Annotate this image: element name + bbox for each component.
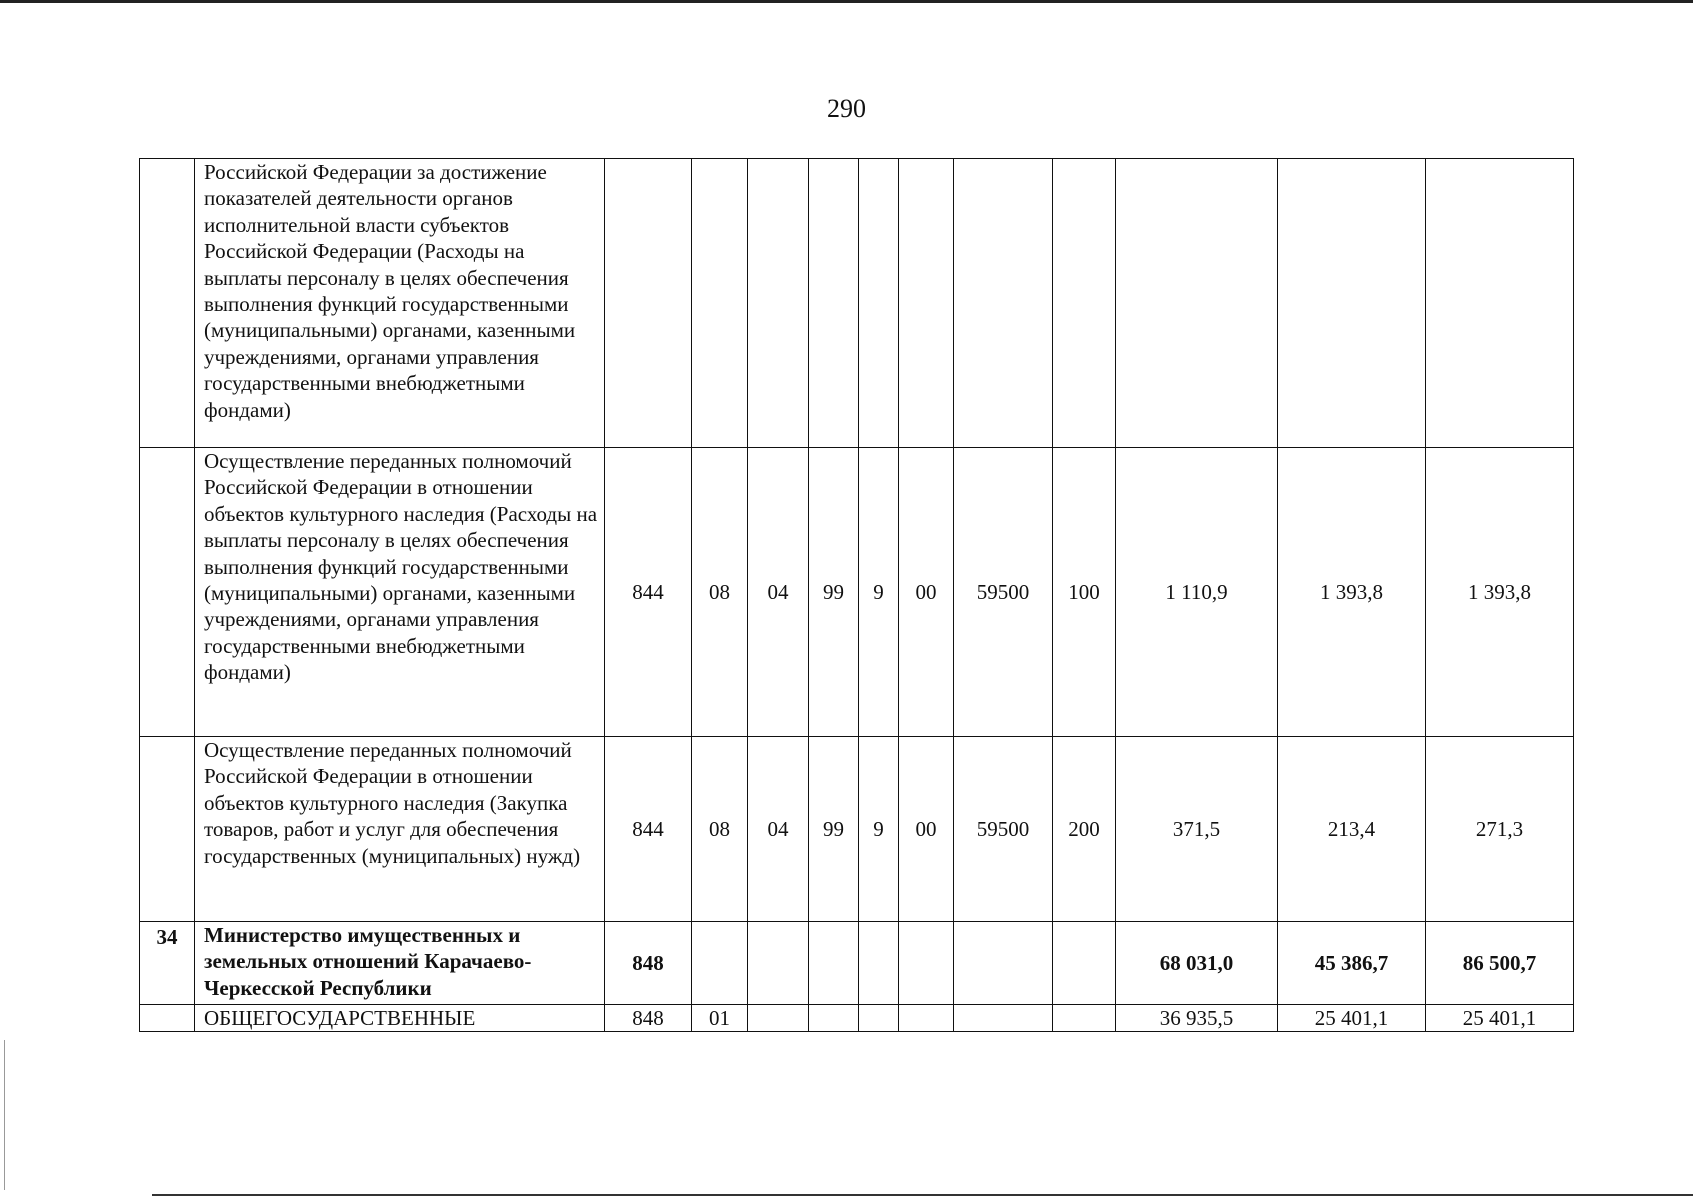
- subprogram-code: [859, 159, 899, 448]
- direction-code: [954, 159, 1053, 448]
- row-name: Осуществление переданных полномочий Российской Федерации в отношении объектов культурного наследия (Закупка товаров, работ и услуг для обеспечения государственных (муниципальных) нужд): [195, 737, 605, 922]
- amount-2: 25 401,1: [1278, 1005, 1426, 1032]
- row-name: Российской Федерации за достижение показателей деятельности органов исполнительной власти субъектов Российской Федерации (Расходы на выплаты персоналу в целях обеспечения выполнения функций государственными (муниципальными) органами, казенными учреждениями, органами управления государственными внебюджетными фондами): [195, 159, 605, 448]
- expense-type-code: [1053, 159, 1116, 448]
- section-code: 08: [692, 737, 748, 922]
- row-name: Осуществление переданных полномочий Российской Федерации в отношении объектов культурного наследия (Расходы на выплаты персоналу в целях обеспечения выполнения функций государственными (муниципальными) органами, казенными учреждениями, органами управления государственными внебюджетными фондами): [195, 448, 605, 737]
- program-code: [809, 1005, 859, 1032]
- subprogram-code: 9: [859, 448, 899, 737]
- program-code: 99: [809, 448, 859, 737]
- main-event-code: [899, 922, 954, 1005]
- main-event-code: 00: [899, 448, 954, 737]
- ministry-code: [605, 159, 692, 448]
- subsection-code: [748, 159, 809, 448]
- amount-1: 371,5: [1116, 737, 1278, 922]
- section-code: 08: [692, 448, 748, 737]
- bottom-scan-edge: [152, 1194, 1693, 1196]
- ministry-code: 844: [605, 737, 692, 922]
- table-row: [140, 1005, 1574, 1032]
- row-number: [140, 1005, 195, 1032]
- program-code: [809, 159, 859, 448]
- row-number: [140, 448, 195, 737]
- program-code: 99: [809, 737, 859, 922]
- subsection-code: 04: [748, 737, 809, 922]
- row-name: ОБЩЕГОСУДАРСТВЕННЫЕ: [195, 1005, 605, 1032]
- budget-table: [139, 158, 1574, 1032]
- main-event-code: [899, 1005, 954, 1032]
- amount-1: [1116, 159, 1278, 448]
- amount-3: [1426, 159, 1574, 448]
- expense-type-code: 100: [1053, 448, 1116, 737]
- subsection-code: [748, 922, 809, 1005]
- amount-3: 25 401,1: [1426, 1005, 1574, 1032]
- table-row: [140, 448, 1574, 737]
- amount-1: 68 031,0: [1116, 922, 1278, 1005]
- section-code: [692, 159, 748, 448]
- amount-1: 36 935,5: [1116, 1005, 1278, 1032]
- amount-3: 271,3: [1426, 737, 1574, 922]
- amount-2: 45 386,7: [1278, 922, 1426, 1005]
- left-scan-edge: [4, 1040, 5, 1190]
- table-row: [140, 159, 1574, 448]
- section-code: 01: [692, 1005, 748, 1032]
- row-name: Министерство имущественных и земельных отношений Карачаево-Черкесской Республики: [195, 922, 605, 1005]
- direction-code: 59500: [954, 448, 1053, 737]
- amount-1: 1 110,9: [1116, 448, 1278, 737]
- amount-2: 213,4: [1278, 737, 1426, 922]
- page-number: 290: [827, 94, 866, 123]
- ministry-code: 848: [605, 922, 692, 1005]
- direction-code: [954, 1005, 1053, 1032]
- subprogram-code: 9: [859, 737, 899, 922]
- main-event-code: 00: [899, 737, 954, 922]
- program-code: [809, 922, 859, 1005]
- row-number: 34: [140, 922, 195, 1005]
- row-number: [140, 159, 195, 448]
- row-number: [140, 737, 195, 922]
- ministry-code: 848: [605, 1005, 692, 1032]
- subsection-code: 04: [748, 448, 809, 737]
- top-scan-edge: [0, 0, 1693, 3]
- ministry-code: 844: [605, 448, 692, 737]
- table-row: [140, 737, 1574, 922]
- direction-code: 59500: [954, 737, 1053, 922]
- table-row: [140, 922, 1574, 1005]
- subprogram-code: [859, 1005, 899, 1032]
- amount-3: 1 393,8: [1426, 448, 1574, 737]
- direction-code: [954, 922, 1053, 1005]
- subsection-code: [748, 1005, 809, 1032]
- amount-2: [1278, 159, 1426, 448]
- amount-2: 1 393,8: [1278, 448, 1426, 737]
- amount-3: 86 500,7: [1426, 922, 1574, 1005]
- expense-type-code: [1053, 1005, 1116, 1032]
- expense-type-code: 200: [1053, 737, 1116, 922]
- expense-type-code: [1053, 922, 1116, 1005]
- section-code: [692, 922, 748, 1005]
- subprogram-code: [859, 922, 899, 1005]
- main-event-code: [899, 159, 954, 448]
